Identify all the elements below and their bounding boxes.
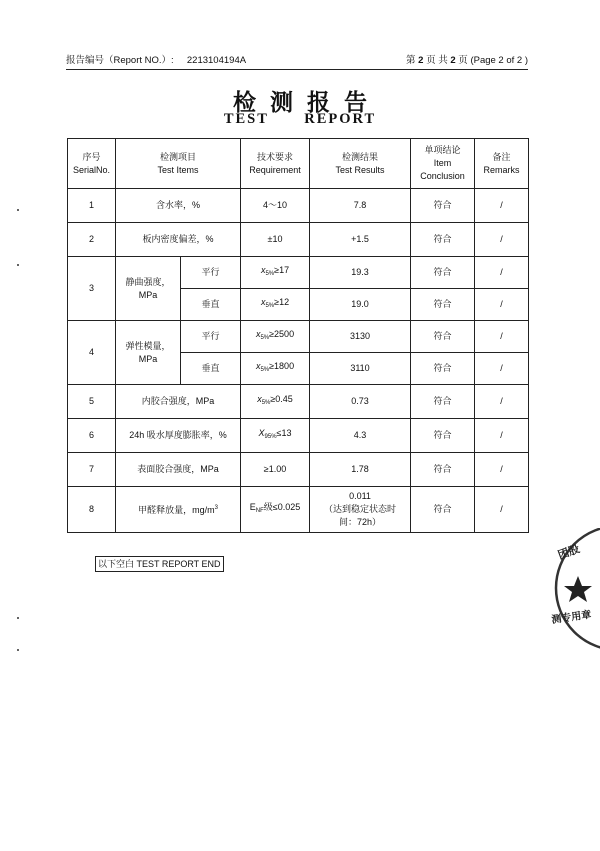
scan-speck bbox=[17, 617, 19, 619]
cell-remark: / bbox=[475, 189, 529, 223]
cell-serial: 5 bbox=[68, 385, 116, 419]
cell-result: 7.8 bbox=[310, 189, 411, 223]
cell-remark: / bbox=[475, 223, 529, 257]
header-requirement: 技术要求 Requirement bbox=[241, 139, 310, 189]
seal-text-top: 团股 bbox=[556, 542, 582, 562]
cell-serial: 3 bbox=[68, 257, 116, 321]
seal-text-bottom: 测专用章 bbox=[550, 609, 593, 626]
cell-remark: / bbox=[475, 289, 529, 321]
cell-item: 含水率，% bbox=[116, 189, 241, 223]
cell-conclusion: 符合 bbox=[411, 289, 475, 321]
cell-remark: / bbox=[475, 487, 529, 533]
header-results: 检测结果 Test Results bbox=[310, 139, 411, 189]
cell-conclusion: 符合 bbox=[411, 257, 475, 289]
cell-result: 19.0 bbox=[310, 289, 411, 321]
cell-item: 表面胶合强度，MPa bbox=[116, 453, 241, 487]
table-header-row bbox=[68, 139, 529, 189]
cell-item: 甲醛释放量，$mg/m^3$ bbox=[116, 487, 241, 533]
report-header bbox=[66, 51, 528, 67]
cell-requirement: $x_{5\%}\ge 0.45$ bbox=[241, 385, 310, 419]
header-divider bbox=[66, 69, 528, 70]
header-serial: 序号 SerialNo. bbox=[68, 139, 116, 189]
cell-item: 静曲强度， MPa bbox=[116, 257, 181, 321]
cell-requirement: $x_{5\%}\ge 2500$ bbox=[241, 321, 310, 353]
cell-serial: 2 bbox=[68, 223, 116, 257]
table-row bbox=[68, 487, 529, 533]
scan-speck bbox=[17, 264, 19, 266]
page-prefix: 第 bbox=[405, 55, 416, 66]
scan-speck bbox=[17, 649, 19, 651]
cell-remark: / bbox=[475, 385, 529, 419]
page-en: (Page 2 of 2 ) bbox=[470, 55, 528, 66]
cell-direction: 垂直 bbox=[181, 289, 241, 321]
cell-remark: / bbox=[475, 321, 529, 353]
cell-conclusion: 符合 bbox=[411, 321, 475, 353]
cell-serial: 8 bbox=[68, 487, 116, 533]
cell-result: 4.3 bbox=[310, 419, 411, 453]
seal-star-icon bbox=[564, 576, 592, 602]
cell-item: 内胶合强度，MPa bbox=[116, 385, 241, 419]
cell-item: 弹性模量， MPa bbox=[116, 321, 181, 385]
official-seal bbox=[548, 528, 600, 650]
cell-serial: 4 bbox=[68, 321, 116, 385]
cell-serial: 7 bbox=[68, 453, 116, 487]
cell-result: 3130 bbox=[310, 321, 411, 353]
cell-remark: / bbox=[475, 353, 529, 385]
cell-conclusion: 符合 bbox=[411, 453, 475, 487]
end-of-report-note: 以下空白 TEST REPORT END bbox=[95, 556, 224, 572]
cell-result: 19.3 bbox=[310, 257, 411, 289]
cell-conclusion: 符合 bbox=[411, 385, 475, 419]
cell-item: 24h 吸水厚度膨胀率，% bbox=[116, 419, 241, 453]
table-row bbox=[68, 419, 529, 453]
cell-direction: 垂直 bbox=[181, 353, 241, 385]
cell-requirement: 4～10 bbox=[241, 189, 310, 223]
report-number bbox=[66, 52, 246, 66]
cell-direction: 平行 bbox=[181, 257, 241, 289]
results-table bbox=[67, 138, 529, 533]
cell-result: 3110 bbox=[310, 353, 411, 385]
table-row bbox=[68, 257, 529, 289]
cell-conclusion: 符合 bbox=[411, 419, 475, 453]
table-row bbox=[68, 321, 529, 353]
cell-conclusion: 符合 bbox=[411, 353, 475, 385]
cell-requirement: ±10 bbox=[241, 223, 310, 257]
report-no-label: 报告编号（Report NO.）: bbox=[66, 55, 174, 66]
cell-requirement: $x_{5\%}\ge 12$ bbox=[241, 289, 310, 321]
table-row bbox=[68, 189, 529, 223]
cell-direction: 平行 bbox=[181, 321, 241, 353]
cell-result: 1.78 bbox=[310, 453, 411, 487]
table-row bbox=[68, 385, 529, 419]
table-row bbox=[68, 453, 529, 487]
cell-result: +1.5 bbox=[310, 223, 411, 257]
title-chinese: 检测报告 bbox=[233, 89, 381, 116]
cell-requirement: $x_{5\%}\ge 1800$ bbox=[241, 353, 310, 385]
page-suffix: 页 bbox=[458, 55, 468, 66]
header-remarks: 备注 Remarks bbox=[475, 139, 529, 189]
page-total: 2 bbox=[450, 55, 456, 66]
page-mid: 页 共 bbox=[426, 55, 448, 66]
cell-remark: / bbox=[475, 419, 529, 453]
cell-serial: 1 bbox=[68, 189, 116, 223]
cell-conclusion: 符合 bbox=[411, 189, 475, 223]
cell-conclusion: 符合 bbox=[411, 223, 475, 257]
header-conclusion: 单项结论 Item Conclusion bbox=[411, 139, 475, 189]
cell-conclusion: 符合 bbox=[411, 487, 475, 533]
header-items: 检测项目 Test Items bbox=[116, 139, 241, 189]
cell-requirement: ≥1.00 bbox=[241, 453, 310, 487]
cell-requirement: $E_{NF}$级≤0.025 bbox=[241, 487, 310, 533]
cell-result: 0.73 bbox=[310, 385, 411, 419]
page-indicator bbox=[406, 52, 528, 66]
table-row bbox=[68, 223, 529, 257]
cell-requirement: $x_{5\%}\ge 17$ bbox=[241, 257, 310, 289]
cell-item: 板内密度偏差，% bbox=[116, 223, 241, 257]
cell-remark: / bbox=[475, 453, 529, 487]
page-current: 2 bbox=[418, 55, 424, 66]
cell-serial: 6 bbox=[68, 419, 116, 453]
scan-speck bbox=[17, 209, 19, 211]
cell-requirement: $X_{95\%}\le 13$ bbox=[241, 419, 310, 453]
cell-remark: / bbox=[475, 257, 529, 289]
title-english: TEST REPORT bbox=[223, 111, 377, 127]
report-no-value: 2213104194A bbox=[186, 55, 247, 66]
cell-result: 0.011 （达到稳定状态时 间：72h） bbox=[310, 487, 411, 533]
